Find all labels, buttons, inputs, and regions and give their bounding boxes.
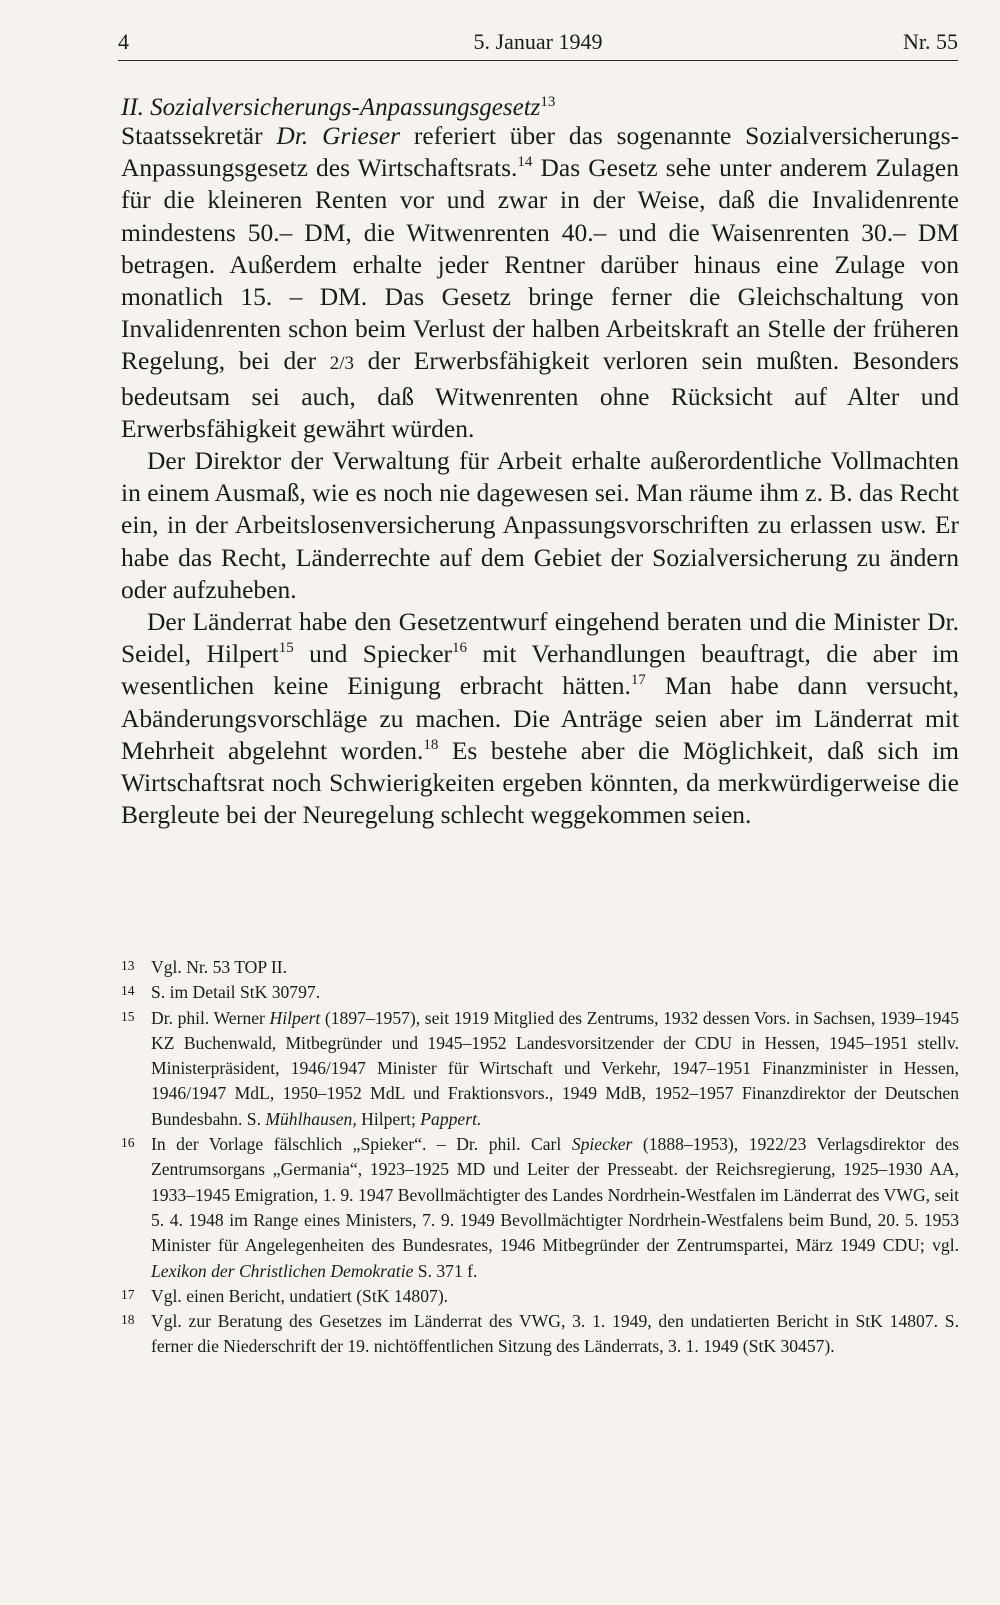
footnote-emphasis: Hilpert [269,1007,321,1028]
section-title-text: II. Sozialversicherungs-Anpassungsgesetz [121,94,541,121]
footnote-number: 16 [121,1135,135,1151]
footnote-emphasis: Mühlhausen, [265,1108,357,1129]
footnote-ref-13: 13 [540,94,556,110]
footnote-18 [121,1309,959,1360]
footnote-number: 18 [121,1312,135,1328]
footnote-ref-16: 16 [452,640,468,657]
footnote-text: S. im Detail StK 30797. [151,982,321,1003]
footnote-text: Vgl. einen Bericht, undatiert (StK 14807). [151,1285,449,1306]
footnote-13 [121,955,959,980]
footnote-ref-18: 18 [423,736,439,753]
paragraph-text: der Erwerbsfähigkeit verloren sein mußten. Besonders bedeutsam sei auch, daß Witwenrenten ohne Rücksicht auf Alter und Erwerbsfähigkeit gewährt würden. [121,346,959,443]
person-name: Dr. Grieser [276,121,401,150]
section-title [121,86,961,124]
footnote-number: 13 [121,958,135,973]
footnote-emphasis: Lexikon der Christlichen Demokratie [151,1260,414,1281]
footnote-15 [121,1006,959,1132]
footnote-number: 17 [121,1286,135,1302]
paragraph-text: mit Verhandlungen beauftragt, die aber im wesentlichen keine Einigung erbracht hätten. [121,639,959,701]
footnote-number: 15 [121,1008,135,1024]
paragraph-text: Der Länderrat habe den Gesetzentwurf eingehend beraten und die Minister Dr. Seidel, Hilpert [121,607,959,669]
footnote-emphasis: Pappert. [420,1108,482,1129]
footnotes [121,955,959,1360]
paragraph-text: Staatssekretär [121,121,277,150]
footnote-text: Dr. phil. Werner [151,1007,270,1028]
body-text [121,120,959,831]
footnote-text: (1897–1957), seit 1919 Mitglied des Zentrums, 1932 dessen Vors. in Sachsen, 1939–1945 KZ Buchenwald, Mitbegründer und 1945–1952 Landesvorsitzender der CDU in Hessen, 1945–1951 stellv. Ministerpräsident, 1946/1947 Minister für Wirtschaft und Verkehr, 1947–1951 Finanzminister in Hessen, 1946/1947 MdL, 1950–1952 MdL und Fraktionsvors., 1949 MdB, 1952–1957 Finanzdirektor der Deutschen Bundesbahn. S. [151,1007,960,1129]
paragraph-3 [121,606,959,831]
footnote-16 [121,1132,959,1284]
footnote-number: 14 [121,983,135,999]
footnote-text: Vgl. zur Beratung des Gesetzes im Länderrat des VWG, 3. 1. 1949, den undatierten Bericht in StK 14807. S. ferner die Niederschrift der 19. nichtöffentlichen Sitzung des Länderrats, 3. 1. 1949 (StK 30457). [151,1311,959,1357]
footnote-text: In der Vorlage fälschlich „Spieker“. – Dr. phil. Carl [151,1134,572,1155]
footnote-text: Hilpert; [356,1108,421,1129]
paragraph-2: Der Direktor der Verwaltung für Arbeit erhalte außerordentliche Vollmachten in einem Ausmaß, wie es noch nie dagewesen sei. Man räume ihm z. B. das Recht ein, in der Arbeitslosenversicherung Anpassungsvorschriften zu erlassen usw. Er habe das Recht, Länderrechte auf dem Gebiet der Sozialversicherung zu ändern oder aufzuheben. [121,446,959,604]
footnote-14 [121,980,959,1005]
paragraph-text: und Spiecker [293,639,453,669]
header-issue-number: Nr. 55 [903,29,958,54]
footnote-ref-15: 15 [278,640,294,657]
footnote-emphasis: Spiecker [571,1134,633,1155]
running-header [118,24,958,61]
footnote-ref-14: 14 [517,154,533,171]
footnote-text: Vgl. Nr. 53 TOP II. [151,957,288,977]
footnote-ref-17: 17 [630,672,646,689]
page-number: 4 [118,29,129,54]
header-date: 5. Januar 1949 [473,29,603,54]
paragraph-text: referiert über das sogenannte Sozialversicherungs-Anpassungsgesetz des Wirtschaftsrats. [121,121,960,183]
paragraph-text: Es bestehe aber die Möglichkeit, daß sich im Wirtschaftsrat noch Schwierigkeiten ergeben könnten, da merkwürdigerweise die Bergleute bei der Neuregelung schlecht weggekommen seien. [121,735,959,830]
paragraph-1 [121,120,959,445]
fraction: 2/3 [329,353,354,375]
paragraph-text: Das Gesetz sehe unter anderem Zulagen für die kleineren Renten vor und zwar in der Weise, daß die Invalidenrente mindestens 50.– DM, die Witwenrenten 40.– und die Waisenrenten 30.– DM betragen. Außerdem erhalte jeder Rentner darüber hinaus eine Zulage von monatlich 15. – DM. Das Gesetz bringe ferner die Gleichschaltung von Invalidenrenten schon beim Verlust der halben Arbeitskraft an Stelle der früheren Regelung, bei der [121,153,959,376]
footnote-17 [121,1284,959,1309]
footnote-text: (1888–1953), 1922/23 Verlagsdirektor des Zentrumsorgans „Germania“, 1923–1925 MD und Leiter der Presseabt. der Reichsregierung, 1925–1930 AA, 1933–1945 Emigration, 1. 9. 1947 Bevollmächtigter des Landes Nordrhein-Westfalen im Länderrat des VWG, seit 5. 4. 1948 im Range eines Ministers, 7. 9. 1949 Bevollmächtigter Nordrhein-Westfalens beim Bund, 20. 5. 1953 Minister für Angelegenheiten des Bundesrates, 1946 Mitbegründer der Zentrumspartei, März 1949 CDU; vgl. [151,1134,959,1256]
footnote-text: S. 371 f. [413,1260,478,1281]
paragraph-text: Man habe dann versucht, Abänderungsvorschläge zu machen. Die Anträge seien aber im Länderrat mit Mehrheit abgelehnt worden. [121,671,959,765]
